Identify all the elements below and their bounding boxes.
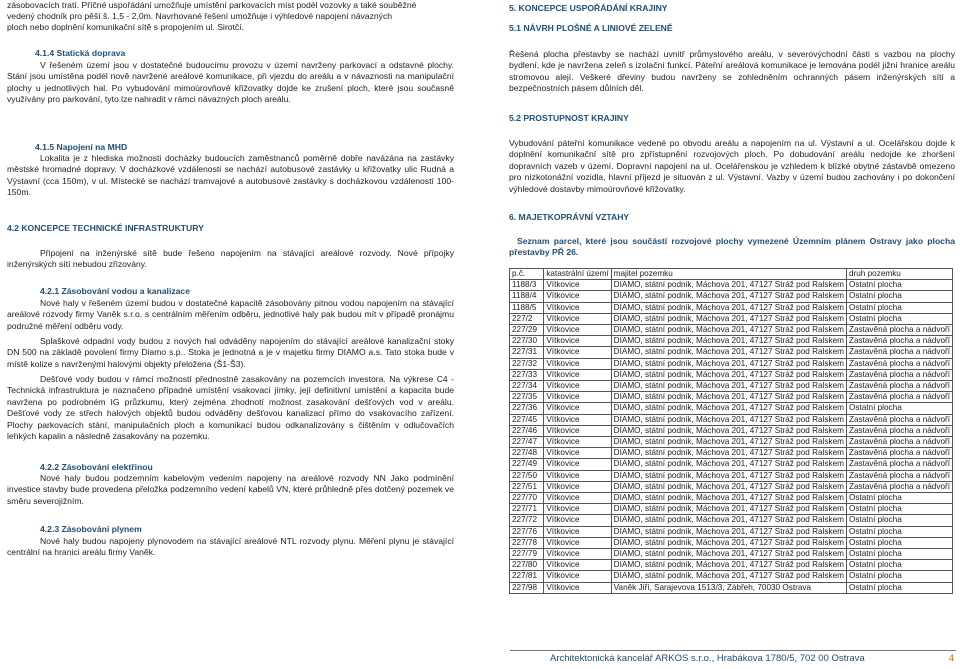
table-row: [510, 515, 953, 526]
cell-land-type: Ostatní plocha: [846, 549, 952, 560]
cell-parcel-number: 227/46: [510, 425, 544, 436]
cell-parcel-number: 227/29: [510, 325, 544, 336]
cell-cadastral-area: Vítkovice: [544, 347, 611, 358]
table-row: [510, 437, 953, 448]
cell-parcel-number: 227/72: [510, 515, 544, 526]
cell-owner: DIAMO, státní podnik, Máchova 201, 47127 Stráž pod Ralskem: [611, 369, 846, 380]
cell-land-type: Ostatní plocha: [846, 302, 952, 313]
cell-parcel-number: 227/49: [510, 459, 544, 470]
cell-cadastral-area: Vítkovice: [544, 515, 611, 526]
cell-land-type: Zastavěná plocha a nádvoří: [846, 347, 952, 358]
cell-parcel-number: 1188/3: [510, 280, 544, 291]
section-text-423: Nové haly budou napojeny plynovodem na stávající areálové NTL rozvody plynu. Měření plynu je stávající centrální na hranici areálu firmy Vaněk.: [7, 536, 454, 558]
table-row: [510, 549, 953, 560]
cell-cadastral-area: Vítkovice: [544, 425, 611, 436]
section-title-423: 4.2.3 Zásobování plynem: [40, 524, 142, 534]
header-parcel-number: p.č.: [510, 269, 544, 280]
cell-cadastral-area: Vítkovice: [544, 526, 611, 537]
header-cadastral-area: katastrální území: [544, 269, 611, 280]
cell-land-type: Ostatní plocha: [846, 504, 952, 515]
cell-parcel-number: 227/30: [510, 336, 544, 347]
cell-owner: DIAMO, státní podnik, Máchova 201, 47127 Stráž pod Ralskem: [611, 414, 846, 425]
cell-owner: DIAMO, státní podnik, Máchova 201, 47127 Stráž pod Ralskem: [611, 470, 846, 481]
cell-cadastral-area: Vítkovice: [544, 325, 611, 336]
table-row: [510, 560, 953, 571]
cell-land-type: Ostatní plocha: [846, 582, 952, 593]
cell-parcel-number: 227/33: [510, 369, 544, 380]
cell-land-type: Ostatní plocha: [846, 313, 952, 324]
cell-cadastral-area: Vítkovice: [544, 392, 611, 403]
cell-parcel-number: 227/31: [510, 347, 544, 358]
cell-land-type: Ostatní plocha: [846, 571, 952, 582]
section-text-415: Lokalita je z hlediska možnosti docházky budoucích zaměstnanců poměrně dobře navázána na zastávky městské hromadné dopravy. V docházkové vzdálenosti se nachází autobusové zastávky u křižovatky ulic Rudná a Výstavní (cca 150m), v ul. Místecké se nachází tramvajové a autobusové zastávky s docházkovou vzdáleností 100-150m.: [7, 153, 454, 198]
header-land-type: druh pozemku: [846, 269, 952, 280]
cell-land-type: Zastavěná plocha a nádvoří: [846, 448, 952, 459]
cell-owner: DIAMO, státní podnik, Máchova 201, 47127 Stráž pod Ralskem: [611, 549, 846, 560]
table-row: [510, 493, 953, 504]
table-row: [510, 526, 953, 537]
cell-cadastral-area: Vítkovice: [544, 459, 611, 470]
cell-owner: DIAMO, státní podnik, Máchova 201, 47127 Stráž pod Ralskem: [611, 336, 846, 347]
cell-owner: DIAMO, státní podnik, Máchova 201, 47127 Stráž pod Ralskem: [611, 571, 846, 582]
section-title-42: 4.2 KONCEPCE TECHNICKÉ INFRASTRUKTURY: [7, 223, 204, 233]
section-title-5: 5. KONCEPCE USPOŘÁDÁNÍ KRAJINY: [509, 3, 668, 13]
cell-land-type: Zastavěná plocha a nádvoří: [846, 392, 952, 403]
page-number: 4: [948, 653, 954, 664]
table-header-row: [510, 269, 953, 280]
cell-land-type: Zastavěná plocha a nádvoří: [846, 381, 952, 392]
cell-owner: DIAMO, státní podnik, Máchova 201, 47127 Stráž pod Ralskem: [611, 526, 846, 537]
cell-parcel-number: 227/32: [510, 358, 544, 369]
header-owner: majitel pozemku: [611, 269, 846, 280]
cell-cadastral-area: Vítkovice: [544, 369, 611, 380]
cell-parcel-number: 227/78: [510, 537, 544, 548]
table-body: [510, 280, 953, 594]
section-text-414: V řešeném území jsou v dostatečné budoucímu provozu v území navrženy parkovací a odstavné plochy. Stání jsou umístěna podél nově navržené areálové komunikace, při vjezdu do areálu a v návaznosti na manipulační plochy u jednotlivých hal. Po vybudování mimoúrovňové křižovatky dojde ke zrušení ploch, které jsou současně využívány pro parkování, tyto lze nahradit v rámci návazných ploch areálu.: [7, 60, 454, 105]
cell-owner: DIAMO, státní podnik, Máchova 201, 47127 Stráž pod Ralskem: [611, 392, 846, 403]
cell-owner: DIAMO, státní podnik, Máchova 201, 47127 Stráž pod Ralskem: [611, 537, 846, 548]
cell-owner: DIAMO, státní podnik, Máchova 201, 47127 Stráž pod Ralskem: [611, 459, 846, 470]
cell-cadastral-area: Vítkovice: [544, 549, 611, 560]
cell-parcel-number: 227/45: [510, 414, 544, 425]
cell-cadastral-area: Vítkovice: [544, 291, 611, 302]
cell-owner: DIAMO, státní podnik, Máchova 201, 47127 Stráž pod Ralskem: [611, 347, 846, 358]
section-text-421-p3: Dešťové vody budou v rámci možností přednostně zasakovány na pozemcích investora. Na výkrese C4 -Technická infrastruktura je naznačeno případné umístění vsakovací jímky, její definitivní umístění a kapacita bude navržena po podrobném IG průzkumu, který zejména zhodnotí možnost zasakování dešťových vod v areálu. Dešťové vody ze střech halových objektů budou odváděny dešťovou kanalizací přímo do vsakovacího zařízení. Plochy parkovacích stání, manipulačních ploch a komunikací budou odkanalizovány s čištěním v odlučovačích lehkých kapalin a následně zasakovány na pozemku.: [7, 374, 454, 442]
cell-owner: DIAMO, státní podnik, Máchova 201, 47127 Stráž pod Ralskem: [611, 437, 846, 448]
section-text-421-p2: Splaškové odpadní vody budou z nových hal odváděny napojením do stávající areálové kanalizační stoky DN 500 na základě povolení firmy Diamo s.p.. Stoka je jednotná a je v majetku firmy DIAMO a.s. Tato stoka bude v místě kolize s navrženými halovými objekty přeložena (Š1-Š3).: [7, 336, 454, 369]
cell-parcel-number: 227/79: [510, 549, 544, 560]
cell-parcel-number: 227/47: [510, 437, 544, 448]
table-row: [510, 369, 953, 380]
cell-land-type: Zastavěná plocha a nádvoří: [846, 425, 952, 436]
cell-cadastral-area: Vítkovice: [544, 414, 611, 425]
cell-cadastral-area: Vítkovice: [544, 381, 611, 392]
cell-parcel-number: 227/2: [510, 313, 544, 324]
intro-line-3: ploch nebo doplnění komunikační sítě s propojením ul. Sirotčí.: [7, 22, 244, 32]
cell-owner: DIAMO, státní podnik, Máchova 201, 47127 Stráž pod Ralskem: [611, 448, 846, 459]
cell-land-type: Ostatní plocha: [846, 280, 952, 291]
table-row: [510, 302, 953, 313]
cell-land-type: Ostatní plocha: [846, 526, 952, 537]
table-row: [510, 459, 953, 470]
cell-land-type: Zastavěná plocha a nádvoří: [846, 481, 952, 492]
cell-land-type: Zastavěná plocha a nádvoří: [846, 336, 952, 347]
cell-land-type: Ostatní plocha: [846, 515, 952, 526]
section-text-52: Vybudování páteřní komunikace vedené po obvodu areálu a napojením na ul. Výstavní a ul. Ocelářskou dojde k doplnění komunikační sítě pro zpřístupnění rozvojových ploch. Po dobudování areálu nedojde ke zhoršení dopravních vazeb v území. Dopravní napojení na ul. Ocelářenskou je vzhledem k blízké obytné zástavbě omezeno pro nízkotonážní vozidla, hlavní příjezd je situován z ul. Výstavní. Vazby v území budou zachovány i po dokončení výhledové dostavby mimoúrovňové křižovatky.: [509, 138, 955, 194]
cell-parcel-number: 227/76: [510, 526, 544, 537]
cell-land-type: Ostatní plocha: [846, 537, 952, 548]
cell-land-type: Zastavěná plocha a nádvoří: [846, 358, 952, 369]
cell-cadastral-area: Vítkovice: [544, 571, 611, 582]
cell-owner: DIAMO, státní podnik, Máchova 201, 47127 Stráž pod Ralskem: [611, 504, 846, 515]
table-row: [510, 571, 953, 582]
table-row: [510, 448, 953, 459]
cell-owner: DIAMO, státní podnik, Máchova 201, 47127 Stráž pod Ralskem: [611, 291, 846, 302]
cell-cadastral-area: Vítkovice: [544, 336, 611, 347]
section-title-422: 4.2.2 Zásobování elektřinou: [40, 462, 153, 472]
cell-parcel-number: 227/98: [510, 582, 544, 593]
intro-line-2: vedený chodník pro pěší š. 1,5 - 2,0m. Navrhované řešení umožňuje i výhledové napojení návazných: [7, 11, 393, 21]
cell-land-type: Zastavěná plocha a nádvoří: [846, 414, 952, 425]
table-row: [510, 481, 953, 492]
table-row: [510, 280, 953, 291]
cell-owner: DIAMO, státní podnik, Máchova 201, 47127 Stráž pod Ralskem: [611, 493, 846, 504]
cell-owner: DIAMO, státní podnik, Máchova 201, 47127 Stráž pod Ralskem: [611, 425, 846, 436]
cell-parcel-number: 227/51: [510, 481, 544, 492]
parcel-table: [509, 268, 953, 594]
cell-parcel-number: 1188/5: [510, 302, 544, 313]
cell-cadastral-area: Vítkovice: [544, 537, 611, 548]
table-row: [510, 414, 953, 425]
section-title-6: 6. MAJETKOPRÁVNÍ VZTAHY: [509, 212, 630, 222]
cell-cadastral-area: Vítkovice: [544, 582, 611, 593]
footer-divider: [510, 650, 956, 651]
cell-owner: Vaněk Jiří, Sarajevova 1513/3, Zábřeh, 70030 Ostrava: [611, 582, 846, 593]
cell-parcel-number: 227/71: [510, 504, 544, 515]
cell-cadastral-area: Vítkovice: [544, 504, 611, 515]
table-row: [510, 582, 953, 593]
table-row: [510, 392, 953, 403]
cell-parcel-number: 1188/4: [510, 291, 544, 302]
cell-cadastral-area: Vítkovice: [544, 302, 611, 313]
table-title: Seznam parcel, které jsou součástí rozvojové plochy vymezené Územním plánem Ostravy jako plocha přestavby PŘ 26.: [509, 236, 955, 258]
cell-owner: DIAMO, státní podnik, Máchova 201, 47127 Stráž pod Ralskem: [611, 325, 846, 336]
cell-parcel-number: 227/36: [510, 403, 544, 414]
cell-parcel-number: 227/50: [510, 470, 544, 481]
cell-land-type: Zastavěná plocha a nádvoří: [846, 459, 952, 470]
table-row: [510, 403, 953, 414]
cell-parcel-number: 227/80: [510, 560, 544, 571]
section-title-51: 5.1 NÁVRH PLOŠNÉ A LINIOVÉ ZELENĚ: [509, 23, 673, 33]
cell-owner: DIAMO, státní podnik, Máchova 201, 47127 Stráž pod Ralskem: [611, 358, 846, 369]
cell-parcel-number: 227/48: [510, 448, 544, 459]
section-text-51: Řešená plocha přestavby se nachází uvnitř průmyslového areálu, v severovýchodní části s vazbou na plochy bydlení, kde je navržena zeleň s izolační funkcí. Páteřní areálová komunikace je lemována podél jižní hranice areálu stromovou alejí. Veškeré dřeviny budou navrženy se zohledněním ochranných pásem inženýrských sítí a bezpečnostních pásem důlních děl.: [509, 49, 955, 94]
cell-land-type: Zastavěná plocha a nádvoří: [846, 369, 952, 380]
table-row: [510, 325, 953, 336]
cell-owner: DIAMO, státní podnik, Máchova 201, 47127 Stráž pod Ralskem: [611, 381, 846, 392]
cell-land-type: Ostatní plocha: [846, 560, 952, 571]
table-row: [510, 313, 953, 324]
section-text-42: Připojení na inženýrské sítě bude řešeno napojením na stávající areálové rozvody. Nové přípojky inženýrských sítí nebudou zřizovány.: [7, 248, 454, 270]
table-row: [510, 291, 953, 302]
cell-cadastral-area: Vítkovice: [544, 437, 611, 448]
cell-parcel-number: 227/70: [510, 493, 544, 504]
table-row: [510, 347, 953, 358]
cell-land-type: Ostatní plocha: [846, 403, 952, 414]
section-title-414: 4.1.4 Statická doprava: [35, 48, 126, 58]
cell-owner: DIAMO, státní podnik, Máchova 201, 47127 Stráž pod Ralskem: [611, 560, 846, 571]
cell-cadastral-area: Vítkovice: [544, 358, 611, 369]
cell-land-type: Zastavěná plocha a nádvoří: [846, 325, 952, 336]
cell-owner: DIAMO, státní podnik, Máchova 201, 47127 Stráž pod Ralskem: [611, 403, 846, 414]
intro-line-1: zásobovacích tratí. Příčné uspořádání umožňuje umístění parkovacích míst podél vozovky a také souběžné: [7, 0, 417, 10]
cell-cadastral-area: Vítkovice: [544, 470, 611, 481]
table-row: [510, 381, 953, 392]
cell-cadastral-area: Vítkovice: [544, 448, 611, 459]
cell-cadastral-area: Vítkovice: [544, 403, 611, 414]
cell-land-type: Ostatní plocha: [846, 291, 952, 302]
section-text-422: Nové haly budou podzemním kabelovým vedením napojeny na areálové rozvody NN Jako podmínění investice stavby bude provedena přeložka podzemního vedení kabelů VN, které průhledně přes dotčený pozemek ve směru severojižním.: [7, 473, 454, 506]
cell-cadastral-area: Vítkovice: [544, 313, 611, 324]
section-title-415: 4.1.5 Napojení na MHD: [35, 142, 128, 152]
cell-owner: DIAMO, státní podnik, Máchova 201, 47127 Stráž pod Ralskem: [611, 280, 846, 291]
table-row: [510, 504, 953, 515]
cell-parcel-number: 227/81: [510, 571, 544, 582]
table-row: [510, 336, 953, 347]
table-row: [510, 470, 953, 481]
table-row: [510, 358, 953, 369]
table-row: [510, 537, 953, 548]
cell-owner: DIAMO, státní podnik, Máchova 201, 47127 Stráž pod Ralskem: [611, 481, 846, 492]
cell-cadastral-area: Vítkovice: [544, 560, 611, 571]
cell-owner: DIAMO, státní podnik, Máchova 201, 47127 Stráž pod Ralskem: [611, 302, 846, 313]
cell-land-type: Zastavěná plocha a nádvoří: [846, 470, 952, 481]
cell-land-type: Ostatní plocha: [846, 493, 952, 504]
footer-company: Architektonická kancelář ARKOS s.r.o., Hrabákova 1780/5, 702 00 Ostrava: [550, 653, 865, 664]
cell-cadastral-area: Vítkovice: [544, 280, 611, 291]
cell-parcel-number: 227/34: [510, 381, 544, 392]
cell-cadastral-area: Vítkovice: [544, 481, 611, 492]
cell-owner: DIAMO, státní podnik, Máchova 201, 47127 Stráž pod Ralskem: [611, 515, 846, 526]
section-text-421-p1: Nové haly v řešeném území budou v dostatečné kapacitě zásobovány pitnou vodou napojením na stávající areálové rozvody firmy Vaněk s.r.o. s centrálním měřením odběru, jednotlivé haly pak budou mít v případě pronájmu podružné měření odběru vody.: [7, 298, 454, 331]
section-title-421: 4.2.1 Zásobování vodou a kanalizace: [40, 286, 190, 296]
cell-land-type: Zastavěná plocha a nádvoří: [846, 437, 952, 448]
cell-parcel-number: 227/35: [510, 392, 544, 403]
section-title-52: 5.2 PROSTUPNOST KRAJINY: [509, 113, 629, 123]
cell-cadastral-area: Vítkovice: [544, 493, 611, 504]
cell-owner: DIAMO, státní podnik, Máchova 201, 47127 Stráž pod Ralskem: [611, 313, 846, 324]
table-row: [510, 425, 953, 436]
